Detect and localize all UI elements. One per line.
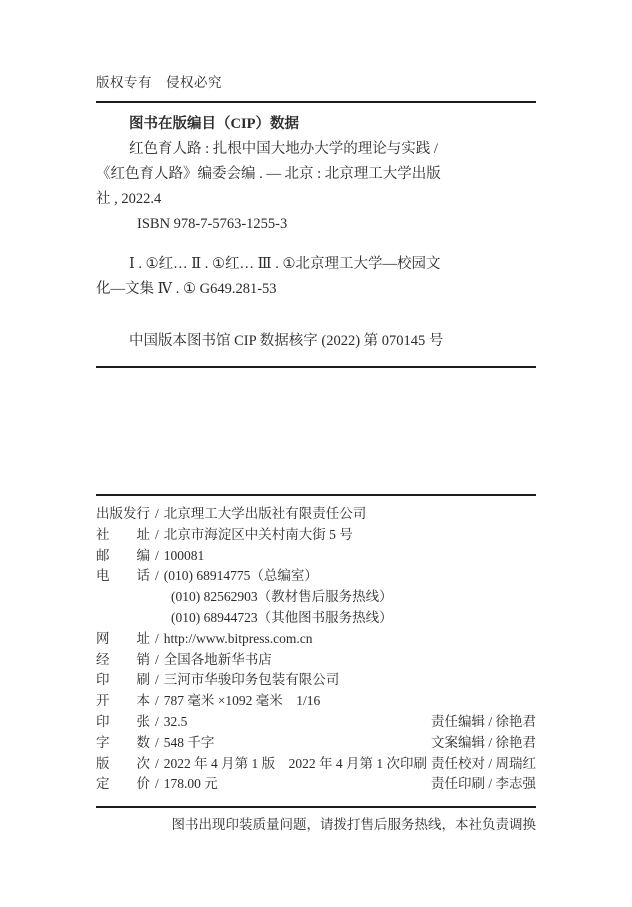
colophon-credit: 文案编辑 / 徐艳君 bbox=[430, 734, 536, 750]
colophon-label: 定价 bbox=[96, 776, 150, 792]
colophon-label: 版次 bbox=[96, 755, 150, 771]
colophon-row-distribution bbox=[96, 650, 536, 671]
colophon-row-sheets bbox=[96, 712, 536, 733]
cip-block bbox=[96, 112, 536, 354]
colophon-row-phone-3 bbox=[96, 608, 536, 629]
colophon-separator: / bbox=[155, 568, 159, 584]
colophon-row-address bbox=[96, 525, 536, 546]
divider-top bbox=[96, 101, 536, 103]
colophon-separator: / bbox=[155, 506, 159, 521]
cip-classification-line2: 化—文集 Ⅳ . ① G649.281-53 bbox=[96, 281, 277, 297]
colophon-value: 2022 年 4 月第 1 版 2022 年 4 月第 1 次印刷 bbox=[163, 755, 428, 771]
colophon-block bbox=[96, 496, 536, 795]
colophon-row-wordcount bbox=[96, 733, 536, 754]
colophon-separator: / bbox=[155, 713, 159, 729]
colophon-label: 开本 bbox=[96, 693, 150, 709]
colophon-url: http://www.bitpress.com.cn bbox=[163, 630, 313, 646]
colophon-value: 北京理工大学出版社有限责任公司 bbox=[163, 506, 367, 521]
colophon-row-format bbox=[96, 691, 536, 712]
content-area bbox=[96, 0, 536, 834]
colophon-label: 出版发行 bbox=[96, 506, 150, 521]
colophon-credit: 责任校对 / 周瑞红 bbox=[430, 755, 536, 771]
colophon-row-phone-1 bbox=[96, 566, 536, 587]
colophon-separator: / bbox=[155, 651, 159, 667]
colophon-row-printer bbox=[96, 670, 536, 691]
colophon-separator: / bbox=[155, 547, 159, 563]
colophon-label: 网址 bbox=[96, 630, 150, 646]
colophon-value: 三河市华骏印务包装有限公司 bbox=[163, 672, 340, 688]
cip-isbn-line: ISBN 978-7-5763-1255-3 bbox=[137, 216, 288, 232]
cip-title-line: 红色育人路 : 扎根中国大地办大学的理论与实践 / bbox=[129, 141, 438, 157]
colophon-separator: / bbox=[155, 630, 159, 646]
colophon-separator: / bbox=[155, 693, 159, 709]
colophon-row-edition bbox=[96, 754, 536, 775]
colophon-credit: 责任印刷 / 李志强 bbox=[430, 776, 536, 792]
colophon-value: 32.5 bbox=[163, 713, 188, 729]
divider-bottom bbox=[96, 806, 536, 808]
copyright-notice: 版权专有 侵权必究 bbox=[96, 75, 222, 90]
divider-middle bbox=[96, 366, 536, 368]
colophon-value: (010) 68914775（总编室） bbox=[163, 568, 318, 584]
cip-record-line: 中国版本图书馆 CIP 数据核字 (2022) 第 070145 号 bbox=[129, 333, 444, 349]
colophon-row-publisher bbox=[96, 504, 536, 525]
colophon-row-postcode bbox=[96, 546, 536, 567]
colophon-separator: / bbox=[155, 734, 159, 750]
colophon-row-website bbox=[96, 629, 536, 650]
colophon-value: 北京市海淀区中关村南大街 5 号 bbox=[163, 526, 353, 542]
cip-heading: 图书在版编目（CIP）数据 bbox=[129, 116, 299, 132]
colophon-row-phone-2 bbox=[96, 587, 536, 608]
colophon-label: 印刷 bbox=[96, 672, 150, 688]
spacer bbox=[96, 302, 536, 329]
colophon-separator: / bbox=[155, 526, 159, 542]
colophon-label: 印张 bbox=[96, 713, 150, 729]
colophon-credit: 责任编辑 / 徐艳君 bbox=[430, 713, 536, 729]
colophon-label: 电话 bbox=[96, 568, 150, 584]
footer-notice: 图书出现印装质量问题，请拨打售后服务热线，本社负责调换 bbox=[171, 817, 536, 833]
colophon-label: 社址 bbox=[96, 526, 150, 542]
colophon-value: 178.00 元 bbox=[163, 776, 218, 792]
cip-publisher-line: 社 , 2022.4 bbox=[96, 191, 162, 207]
colophon-row-price bbox=[96, 774, 536, 795]
cip-classification-line1: Ⅰ . ①红… Ⅱ . ①红… Ⅲ . ①北京理工大学—校园文 bbox=[129, 256, 441, 272]
colophon-value: 548 千字 bbox=[163, 734, 215, 750]
colophon-label: 经销 bbox=[96, 651, 150, 667]
cip-editor-line: 《红色育人路》编委会编 . — 北京 : 北京理工大学出版 bbox=[96, 166, 441, 182]
colophon-value: (010) 82562903（教材售后服务热线） bbox=[171, 589, 393, 605]
colophon-label: 字数 bbox=[96, 734, 150, 750]
colophon-separator: / bbox=[155, 755, 159, 771]
spacer bbox=[96, 237, 536, 252]
colophon-separator: / bbox=[155, 672, 159, 688]
colophon-value: 787 毫米 ×1092 毫米 1/16 bbox=[163, 693, 321, 709]
colophon-value: 全国各地新华书店 bbox=[163, 651, 272, 667]
colophon-separator: / bbox=[155, 776, 159, 792]
colophon-value: 100081 bbox=[163, 547, 205, 563]
colophon-label: 邮编 bbox=[96, 547, 150, 563]
colophon-value: (010) 68944723（其他图书服务热线） bbox=[171, 609, 393, 625]
